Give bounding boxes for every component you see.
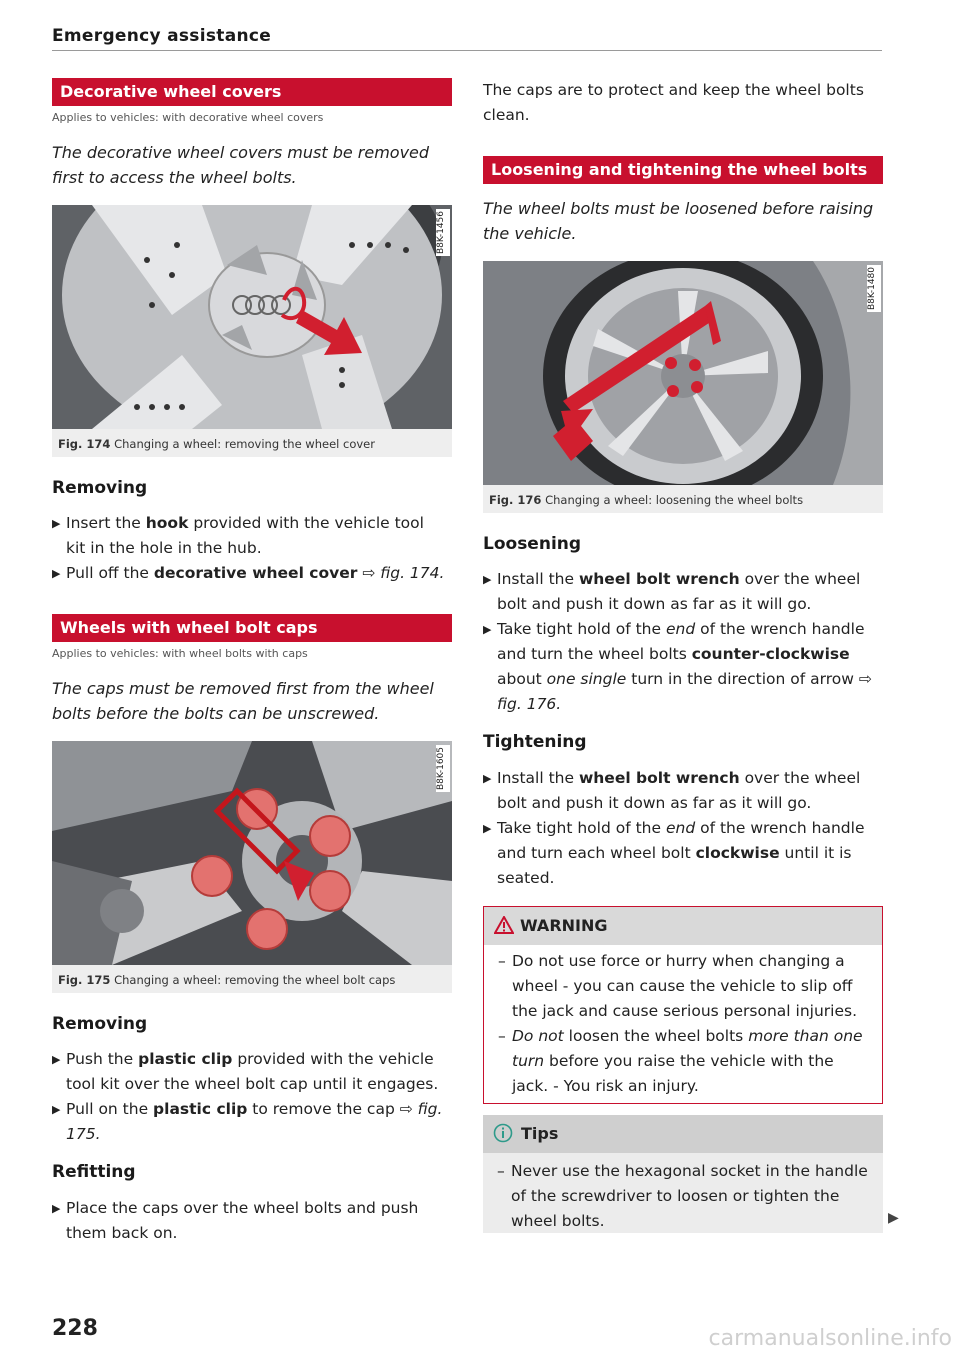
figure-caption bbox=[489, 493, 803, 507]
figure-176 bbox=[483, 261, 883, 513]
warning-title: WARNING bbox=[520, 916, 608, 935]
list-item: ▶ Take tight hold of the end of the wrench handle and turn the wheel bolts counter-clockwise about one single turn in the direction of arrow ⇨ fig. 176. bbox=[483, 620, 872, 713]
list-item: ▶ Install the wheel bolt wrench over the wheel bolt and push it down as far as it will go. bbox=[483, 769, 861, 812]
caps-purpose-text: The caps are to protect and keep the wheel bolts clean. bbox=[483, 81, 864, 124]
tightening-steps bbox=[483, 766, 881, 891]
figure-caption bbox=[58, 973, 395, 987]
subhead-refitting: Refitting bbox=[52, 1162, 136, 1182]
figure-link[interactable]: ⇨ fig. 174. bbox=[362, 564, 445, 582]
list-item: ▶ Pull off the decorative wheel cover ⇨ fig. 174. bbox=[52, 564, 445, 582]
section-intro: The caps must be removed first from the wheel bolts before the bolts can be unscrewed. bbox=[52, 679, 434, 723]
tips-box bbox=[483, 1115, 883, 1233]
warning-triangle-icon bbox=[494, 916, 514, 934]
applies-to-note: Applies to vehicles: with decorative wheel covers bbox=[52, 111, 324, 124]
figure-link[interactable]: ⇨ fig. 175. bbox=[66, 1100, 443, 1143]
tips-body bbox=[483, 1153, 883, 1240]
subhead-loosening: Loosening bbox=[483, 534, 582, 554]
section-title-loosening-tightening: Loosening and tightening the wheel bolts bbox=[483, 156, 883, 184]
refitting-steps bbox=[52, 1196, 447, 1246]
subhead-removing: Removing bbox=[52, 478, 148, 498]
wheel-cover-illustration bbox=[52, 205, 452, 429]
tips-title: Tips bbox=[521, 1124, 559, 1143]
loosening-steps bbox=[483, 567, 881, 717]
list-item: ▶ Take tight hold of the end of the wrench handle and turn each wheel bolt clockwise until it is seated. bbox=[483, 819, 865, 887]
section-title-decorative-wheel-covers: Decorative wheel covers bbox=[52, 78, 452, 106]
header-divider bbox=[52, 50, 882, 51]
list-item: ▶ Pull on the plastic clip to remove the cap ⇨ fig. 175. bbox=[52, 1100, 443, 1143]
list-item: – Do not loosen the wheel bolts more than one turn before you raise the vehicle with the jack. - You risk an injury. bbox=[498, 1027, 863, 1095]
warning-header bbox=[484, 907, 882, 945]
tips-header bbox=[483, 1115, 883, 1153]
removing-steps bbox=[52, 511, 447, 586]
applies-to-note: Applies to vehicles: with wheel bolts with caps bbox=[52, 647, 308, 660]
list-item: ▶ Place the caps over the wheel bolts and push them back on. bbox=[52, 1199, 419, 1242]
section-title-wheel-bolt-caps: Wheels with wheel bolt caps bbox=[52, 614, 452, 642]
figure-label: Fig. 174 bbox=[58, 437, 111, 451]
watermark: carmanualsonline.info bbox=[708, 1326, 952, 1351]
figure-label: Fig. 176 bbox=[489, 493, 542, 507]
figure-caption bbox=[58, 437, 375, 451]
figure-caption-text: Changing a wheel: loosening the wheel bolts bbox=[545, 493, 804, 507]
warning-body bbox=[484, 945, 882, 1105]
subhead-tightening: Tightening bbox=[483, 732, 587, 752]
figure-175 bbox=[52, 741, 452, 993]
figure-caption-text: Changing a wheel: removing the wheel bolt caps bbox=[114, 973, 396, 987]
running-header: Emergency assistance bbox=[52, 26, 272, 46]
figure-id: B8K-1456 bbox=[436, 209, 450, 256]
page-number: 228 bbox=[52, 1316, 98, 1341]
list-item: ▶ Push the plastic clip provided with the vehicle tool kit over the wheel bolt cap until it engages. bbox=[52, 1050, 439, 1093]
list-item: – Never use the hexagonal socket in the handle of the screwdriver to loosen or tighten the wheel bolts. bbox=[497, 1162, 868, 1230]
list-item: – Do not use force or hurry when changing a wheel - you can cause the vehicle to slip off the jack and cause serious personal injuries. bbox=[498, 952, 858, 1020]
section-intro: The wheel bolts must be loosened before raising the vehicle. bbox=[483, 199, 874, 243]
list-item: ▶ Install the wheel bolt wrench over the wheel bolt and push it down as far as it will go. bbox=[483, 570, 861, 613]
bolt-caps-illustration bbox=[52, 741, 452, 965]
warning-box bbox=[483, 906, 883, 1104]
figure-id: B8K-1480 bbox=[867, 265, 881, 312]
figure-174 bbox=[52, 205, 452, 457]
list-item: ▶ Insert the hook provided with the vehicle tool kit in the hole in the hub. bbox=[52, 514, 424, 557]
figure-id: B8K-1605 bbox=[436, 745, 450, 792]
figure-caption-text: Changing a wheel: removing the wheel cover bbox=[114, 437, 375, 451]
removing-caps-steps bbox=[52, 1047, 450, 1147]
figure-label: Fig. 175 bbox=[58, 973, 111, 987]
info-icon bbox=[493, 1123, 513, 1143]
wrench-illustration bbox=[483, 261, 883, 485]
section-intro: The decorative wheel covers must be removed first to access the wheel bolts. bbox=[52, 143, 430, 187]
subhead-removing: Removing bbox=[52, 1014, 148, 1034]
continue-arrow-icon: ▶ bbox=[888, 1210, 899, 1226]
figure-link[interactable]: ⇨ fig. 176. bbox=[497, 670, 872, 713]
